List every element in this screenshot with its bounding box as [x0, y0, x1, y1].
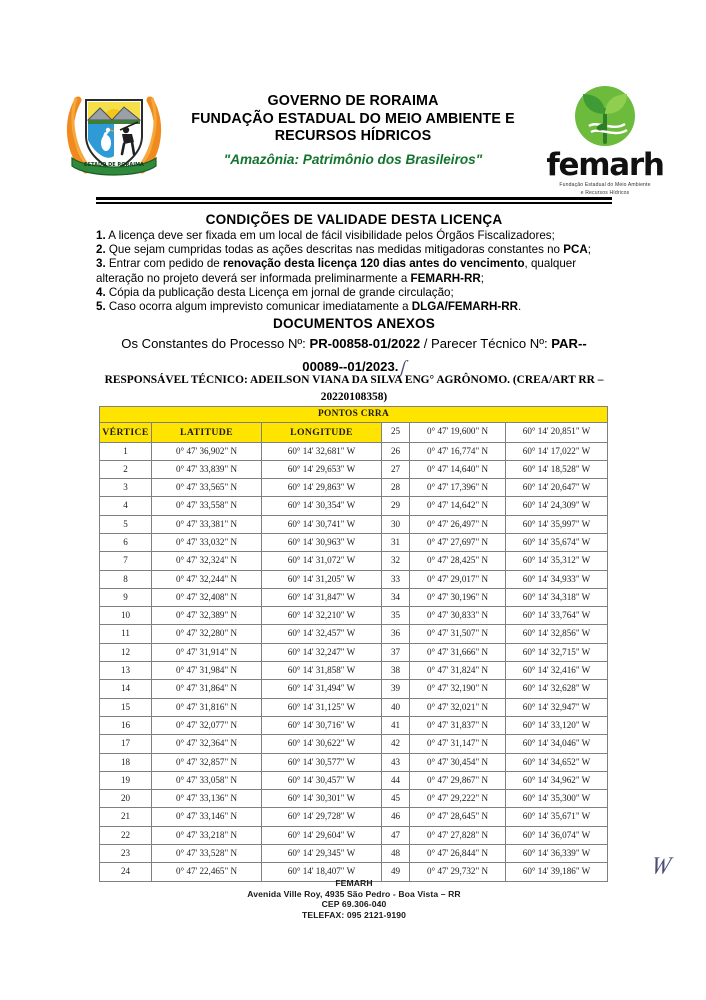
- cell-vertice: 23: [100, 845, 152, 863]
- table-row: [100, 442, 608, 460]
- processo-number: PR-00858-01/2022: [309, 336, 421, 352]
- coat-of-arms-icon: [62, 86, 166, 186]
- condition-item-3: [96, 257, 612, 285]
- condition-3-emphasis-tail: FEMARH-RR: [410, 271, 481, 285]
- cell-latitude: 0° 47' 30,833" N: [410, 607, 506, 625]
- table-row: [100, 533, 608, 551]
- cell-vertice: 29: [382, 497, 410, 515]
- table-header-row: [100, 422, 608, 442]
- header-title-block: [172, 84, 530, 170]
- cell-latitude: 0° 47' 27,697" N: [410, 533, 506, 551]
- cell-right-longitude-25: 60° 14' 20,851" W: [506, 422, 608, 442]
- cell-vertice: 42: [382, 735, 410, 753]
- table-row: [100, 716, 608, 734]
- cell-longitude: 60° 14' 30,716" W: [262, 716, 382, 734]
- condition-3-emphasis: renovação desta licença 120 dias antes do vencimento: [222, 257, 525, 271]
- divider-thin-line: [96, 202, 612, 203]
- cell-latitude: 0° 47' 33,058" N: [152, 771, 262, 789]
- cell-vertice: 18: [100, 753, 152, 771]
- footer-org-name: FEMARH: [335, 878, 373, 888]
- cell-latitude: 0° 47' 27,828" N: [410, 826, 506, 844]
- cell-longitude: 60° 14' 31,072" W: [262, 552, 382, 570]
- cell-vertice: 39: [382, 680, 410, 698]
- cell-longitude: 60° 14' 29,345" W: [262, 845, 382, 863]
- cell-latitude: 0° 47' 26,497" N: [410, 515, 506, 533]
- footer-telefax: TELEFAX: 095 2121-9190: [302, 909, 406, 920]
- cell-latitude: 0° 47' 29,867" N: [410, 771, 506, 789]
- table-row: [100, 607, 608, 625]
- cell-vertice: 4: [100, 497, 152, 515]
- cell-vertice: 16: [100, 716, 152, 734]
- table-row: [100, 625, 608, 643]
- cell-vertice: 45: [382, 790, 410, 808]
- table-row: [100, 735, 608, 753]
- cell-longitude: 60° 14' 30,577" W: [262, 753, 382, 771]
- table-banner-title: PONTOS CRRA: [100, 407, 608, 423]
- cell-longitude: 60° 14' 30,457" W: [262, 771, 382, 789]
- org-line-3: RECURSOS HÍDRICOS: [274, 128, 432, 144]
- cell-longitude: 60° 14' 32,247" W: [262, 643, 382, 661]
- divider-thick-line: [96, 197, 612, 200]
- cell-longitude: 60° 14' 24,309" W: [506, 497, 608, 515]
- condition-4-text: Cópia da publicação desta Licença em jornal de grande circulação;: [105, 285, 454, 299]
- cell-right-latitude-25: 0° 47' 19,600" N: [410, 422, 506, 442]
- condition-5-text: Caso ocorra algum imprevisto comunicar imediatamente a: [105, 300, 412, 314]
- cell-longitude: 60° 14' 34,318" W: [506, 588, 608, 606]
- cell-latitude: 0° 47' 36,902" N: [152, 442, 262, 460]
- cell-longitude: 60° 14' 33,764" W: [506, 607, 608, 625]
- cell-longitude: 60° 14' 35,671" W: [506, 808, 608, 826]
- cell-vertice: 28: [382, 479, 410, 497]
- cell-latitude: 0° 47' 16,774" N: [410, 442, 506, 460]
- condition-2-number: 2.: [96, 243, 106, 257]
- cell-vertice: 3: [100, 479, 152, 497]
- cell-longitude: 60° 14' 32,416" W: [506, 662, 608, 680]
- condition-3-text-mid: , qualquer alteração no projeto deverá ser informada preliminarmente a: [96, 257, 577, 285]
- cell-vertice: 44: [382, 771, 410, 789]
- table-row: [100, 643, 608, 661]
- col-header-latitude: LATITUDE: [152, 422, 262, 442]
- cell-latitude: 0° 47' 29,732" N: [410, 863, 506, 881]
- cell-longitude: 60° 14' 32,210" W: [262, 607, 382, 625]
- cell-latitude: 0° 47' 33,146" N: [152, 808, 262, 826]
- cell-longitude: 60° 14' 34,652" W: [506, 753, 608, 771]
- col-header-vertice: VÉRTICE: [100, 422, 152, 442]
- cell-longitude: 60° 14' 32,856" W: [506, 625, 608, 643]
- cell-latitude: 0° 47' 14,642" N: [410, 497, 506, 515]
- cell-latitude: 0° 47' 33,218" N: [152, 826, 262, 844]
- cell-vertice: 40: [382, 698, 410, 716]
- cell-vertice: 41: [382, 716, 410, 734]
- cell-vertice: 12: [100, 643, 152, 661]
- cell-latitude: 0° 47' 28,425" N: [410, 552, 506, 570]
- table-row: [100, 808, 608, 826]
- cell-longitude: 60° 14' 33,120" W: [506, 716, 608, 734]
- document-footer: [96, 878, 612, 920]
- table-head: [100, 407, 608, 443]
- cell-longitude: 60° 14' 35,997" W: [506, 515, 608, 533]
- cell-vertice: 7: [100, 552, 152, 570]
- cell-vertice: 35: [382, 607, 410, 625]
- cell-vertice: 31: [382, 533, 410, 551]
- cell-latitude: 0° 47' 31,914" N: [152, 643, 262, 661]
- cell-latitude: 0° 47' 31,984" N: [152, 662, 262, 680]
- document-header: [0, 84, 706, 197]
- cell-vertice: 46: [382, 808, 410, 826]
- table-row: [100, 680, 608, 698]
- cell-vertice: 48: [382, 845, 410, 863]
- cell-longitude: 60° 14' 35,300" W: [506, 790, 608, 808]
- org-slogan: "Amazônia: Patrimônio dos Brasileiros": [223, 151, 483, 167]
- cell-latitude: 0° 47' 14,640" N: [410, 460, 506, 478]
- cell-latitude: 0° 47' 29,017" N: [410, 570, 506, 588]
- condition-2-emphasis: PCA: [563, 243, 588, 257]
- condition-1-number: 1.: [96, 229, 106, 242]
- cell-vertice: 15: [100, 698, 152, 716]
- table-banner-row: [100, 407, 608, 423]
- cell-vertice: 33: [382, 570, 410, 588]
- cell-vertice: 32: [382, 552, 410, 570]
- cell-vertice: 37: [382, 643, 410, 661]
- cell-longitude: 60° 14' 32,628" W: [506, 680, 608, 698]
- cell-latitude: 0° 47' 31,507" N: [410, 625, 506, 643]
- cell-longitude: 60° 14' 30,963" W: [262, 533, 382, 551]
- femarh-leaf-icon: [569, 84, 641, 148]
- table-row: [100, 790, 608, 808]
- cell-latitude: 0° 47' 29,222" N: [410, 790, 506, 808]
- cell-latitude: 0° 47' 31,816" N: [152, 698, 262, 716]
- cell-latitude: 0° 47' 33,381" N: [152, 515, 262, 533]
- cell-longitude: 60° 14' 31,205" W: [262, 570, 382, 588]
- parecer-number-part2: 00089--01/2023.: [302, 359, 399, 375]
- responsavel-tecnico-block: [96, 372, 612, 406]
- cell-latitude: 0° 47' 31,147" N: [410, 735, 506, 753]
- cell-vertice: 21: [100, 808, 152, 826]
- cell-latitude: 0° 47' 33,032" N: [152, 533, 262, 551]
- table-row: [100, 588, 608, 606]
- cell-vertice: 47: [382, 826, 410, 844]
- responsavel-line-2: 20220108358): [320, 391, 388, 403]
- cell-latitude: 0° 47' 32,857" N: [152, 753, 262, 771]
- cell-longitude: 60° 14' 34,046" W: [506, 735, 608, 753]
- cell-longitude: 60° 14' 31,125" W: [262, 698, 382, 716]
- femarh-wordmark: femarh: [546, 147, 664, 183]
- handwritten-initial-mark: ʃ: [399, 358, 408, 379]
- cell-longitude: 60° 14' 32,947" W: [506, 698, 608, 716]
- anexos-prefix: Os Constantes do Processo Nº:: [121, 336, 310, 352]
- cell-latitude: 0° 47' 30,196" N: [410, 588, 506, 606]
- cell-vertice: 36: [382, 625, 410, 643]
- table-row: [100, 753, 608, 771]
- cell-longitude: 60° 14' 34,933" W: [506, 570, 608, 588]
- cell-latitude: 0° 47' 33,839" N: [152, 460, 262, 478]
- footer-address: Avenida Ville Roy, 4935 São Pedro - Boa Vista – RR: [247, 888, 461, 899]
- cell-latitude: 0° 47' 33,565" N: [152, 479, 262, 497]
- condition-4-number: 4.: [96, 285, 106, 299]
- cell-vertice: 19: [100, 771, 152, 789]
- condition-2-text: Que sejam cumpridas todas as ações descritas nas medidas mitigadoras constantes no: [105, 243, 564, 257]
- cell-vertice: 11: [100, 625, 152, 643]
- cell-latitude: 0° 47' 31,837" N: [410, 716, 506, 734]
- cell-vertice: 2: [100, 460, 152, 478]
- cell-latitude: 0° 47' 32,389" N: [152, 607, 262, 625]
- cell-latitude: 0° 47' 30,454" N: [410, 753, 506, 771]
- cell-vertice: 14: [100, 680, 152, 698]
- svg-text:ESTADO DE RORAIMA: ESTADO DE RORAIMA: [84, 162, 144, 168]
- conditions-section: [96, 211, 612, 379]
- cell-longitude: 60° 14' 30,301" W: [262, 790, 382, 808]
- table-row: [100, 826, 608, 844]
- conditions-title: CONDIÇÕES DE VALIDADE DESTA LICENÇA: [205, 212, 503, 227]
- cell-longitude: 60° 14' 35,312" W: [506, 552, 608, 570]
- anexos-title: DOCUMENTOS ANEXOS: [272, 316, 435, 332]
- condition-3-text: Entrar com pedido de: [105, 257, 223, 271]
- footer-cep: CEP 69.306-040: [321, 899, 387, 910]
- cell-vertice: 24: [100, 863, 152, 881]
- femarh-subtitle-2: e Recursos Hídricos: [580, 190, 630, 197]
- cell-vertice: 38: [382, 662, 410, 680]
- cell-latitude: 0° 47' 32,364" N: [152, 735, 262, 753]
- table-row: [100, 515, 608, 533]
- cell-latitude: 0° 47' 33,136" N: [152, 790, 262, 808]
- cell-longitude: 60° 14' 18,528" W: [506, 460, 608, 478]
- condition-3-number: 3.: [96, 257, 106, 271]
- condition-1-text: A licença deve ser fixada em um local de fácil visibilidade pelos Órgãos Fiscalizadores;: [105, 229, 555, 242]
- table-row: [100, 460, 608, 478]
- condition-item-2: [96, 243, 612, 257]
- parecer-number-part1: PAR--: [551, 336, 587, 352]
- handwritten-side-mark: W: [649, 852, 673, 880]
- cell-longitude: 60° 14' 29,653" W: [262, 460, 382, 478]
- cell-latitude: 0° 47' 32,280" N: [152, 625, 262, 643]
- cell-vertice: 30: [382, 515, 410, 533]
- cell-latitude: 0° 47' 32,077" N: [152, 716, 262, 734]
- cell-latitude: 0° 47' 17,396" N: [410, 479, 506, 497]
- cell-vertice: 49: [382, 863, 410, 881]
- cell-latitude: 0° 47' 32,324" N: [152, 552, 262, 570]
- cell-longitude: 60° 14' 35,674" W: [506, 533, 608, 551]
- cell-latitude: 0° 47' 32,408" N: [152, 588, 262, 606]
- cell-vertice: 10: [100, 607, 152, 625]
- table-row: [100, 479, 608, 497]
- cell-vertice: 43: [382, 753, 410, 771]
- anexos-middle: / Parecer Técnico Nº:: [420, 336, 552, 352]
- cell-longitude: 60° 14' 32,715" W: [506, 643, 608, 661]
- cell-longitude: 60° 14' 32,457" W: [262, 625, 382, 643]
- cell-longitude: 60° 14' 17,022" W: [506, 442, 608, 460]
- condition-item-5: [96, 300, 612, 314]
- cell-longitude: 60° 14' 36,339" W: [506, 845, 608, 863]
- cell-longitude: 60° 14' 31,847" W: [262, 588, 382, 606]
- cell-longitude: 60° 14' 36,074" W: [506, 826, 608, 844]
- cell-longitude: 60° 14' 29,728" W: [262, 808, 382, 826]
- cell-longitude: 60° 14' 20,647" W: [506, 479, 608, 497]
- cell-vertice: 27: [382, 460, 410, 478]
- condition-2-text-end: ;: [587, 243, 591, 257]
- cell-longitude: 60° 14' 29,604" W: [262, 826, 382, 844]
- cell-longitude: 60° 14' 29,863" W: [262, 479, 382, 497]
- header-divider: [96, 197, 612, 204]
- cell-latitude: 0° 47' 31,666" N: [410, 643, 506, 661]
- org-line-2: FUNDAÇÃO ESTADUAL DO MEIO AMBIENTE E: [191, 110, 515, 127]
- pontos-crra-table: [99, 406, 608, 882]
- cell-longitude: 60° 14' 31,858" W: [262, 662, 382, 680]
- table-row: [100, 698, 608, 716]
- cell-latitude: 0° 47' 32,190" N: [410, 680, 506, 698]
- responsavel-line-1: RESPONSÁVEL TÉCNICO: ADEILSON VIANA DA SILVA ENG° AGRÔNOMO. (CREA/ART RR –: [104, 374, 604, 386]
- table-row: [100, 497, 608, 515]
- table-row: [100, 771, 608, 789]
- condition-5-emphasis: DLGA/FEMARH-RR: [411, 300, 519, 314]
- condition-3-text-end: ;: [480, 271, 484, 285]
- cell-right-vertice-25: 25: [382, 422, 410, 442]
- table-row: [100, 552, 608, 570]
- condition-5-text-end: .: [518, 300, 522, 314]
- table-row: [100, 845, 608, 863]
- femarh-subtitle-1: Fundação Estadual do Meio Ambiente: [559, 182, 651, 188]
- cell-vertice: 8: [100, 570, 152, 588]
- cell-vertice: 5: [100, 515, 152, 533]
- pontos-crra-table-wrapper: [99, 406, 673, 882]
- cell-vertice: 34: [382, 588, 410, 606]
- condition-item-1: [96, 229, 612, 243]
- cell-vertice: 1: [100, 442, 152, 460]
- cell-longitude: 60° 14' 39,186" W: [506, 863, 608, 881]
- condition-5-number: 5.: [96, 300, 106, 314]
- cell-longitude: 60° 14' 31,494" W: [262, 680, 382, 698]
- cell-latitude: 0° 47' 33,558" N: [152, 497, 262, 515]
- cell-latitude: 0° 47' 31,864" N: [152, 680, 262, 698]
- cell-vertice: 26: [382, 442, 410, 460]
- cell-vertice: 13: [100, 662, 152, 680]
- table-body: [100, 442, 608, 881]
- cell-vertice: 17: [100, 735, 152, 753]
- cell-latitude: 0° 47' 28,645" N: [410, 808, 506, 826]
- cell-vertice: 22: [100, 826, 152, 844]
- col-header-longitude: LONGITUDE: [262, 422, 382, 442]
- femarh-logo: [530, 84, 680, 197]
- cell-vertice: 9: [100, 588, 152, 606]
- anexos-line-1: [96, 333, 612, 354]
- cell-longitude: 60° 14' 30,354" W: [262, 497, 382, 515]
- cell-longitude: 60° 14' 30,622" W: [262, 735, 382, 753]
- cell-latitude: 0° 47' 32,244" N: [152, 570, 262, 588]
- cell-latitude: 0° 47' 31,824" N: [410, 662, 506, 680]
- cell-vertice: 20: [100, 790, 152, 808]
- cell-latitude: 0° 47' 32,021" N: [410, 698, 506, 716]
- cell-latitude: 0° 47' 22,465" N: [152, 863, 262, 881]
- table-row: [100, 662, 608, 680]
- brasao-roraima-emblem: [62, 84, 172, 191]
- cell-longitude: 60° 14' 34,962" W: [506, 771, 608, 789]
- cell-longitude: 60° 14' 32,681" W: [262, 442, 382, 460]
- cell-latitude: 0° 47' 33,528" N: [152, 845, 262, 863]
- table-row: [100, 570, 608, 588]
- cell-latitude: 0° 47' 26,844" N: [410, 845, 506, 863]
- cell-longitude: 60° 14' 30,741" W: [262, 515, 382, 533]
- cell-vertice: 6: [100, 533, 152, 551]
- condition-item-4: [96, 286, 612, 300]
- cell-longitude: 60° 14' 18,407" W: [262, 863, 382, 881]
- org-line-1: GOVERNO DE RORAIMA: [267, 93, 439, 109]
